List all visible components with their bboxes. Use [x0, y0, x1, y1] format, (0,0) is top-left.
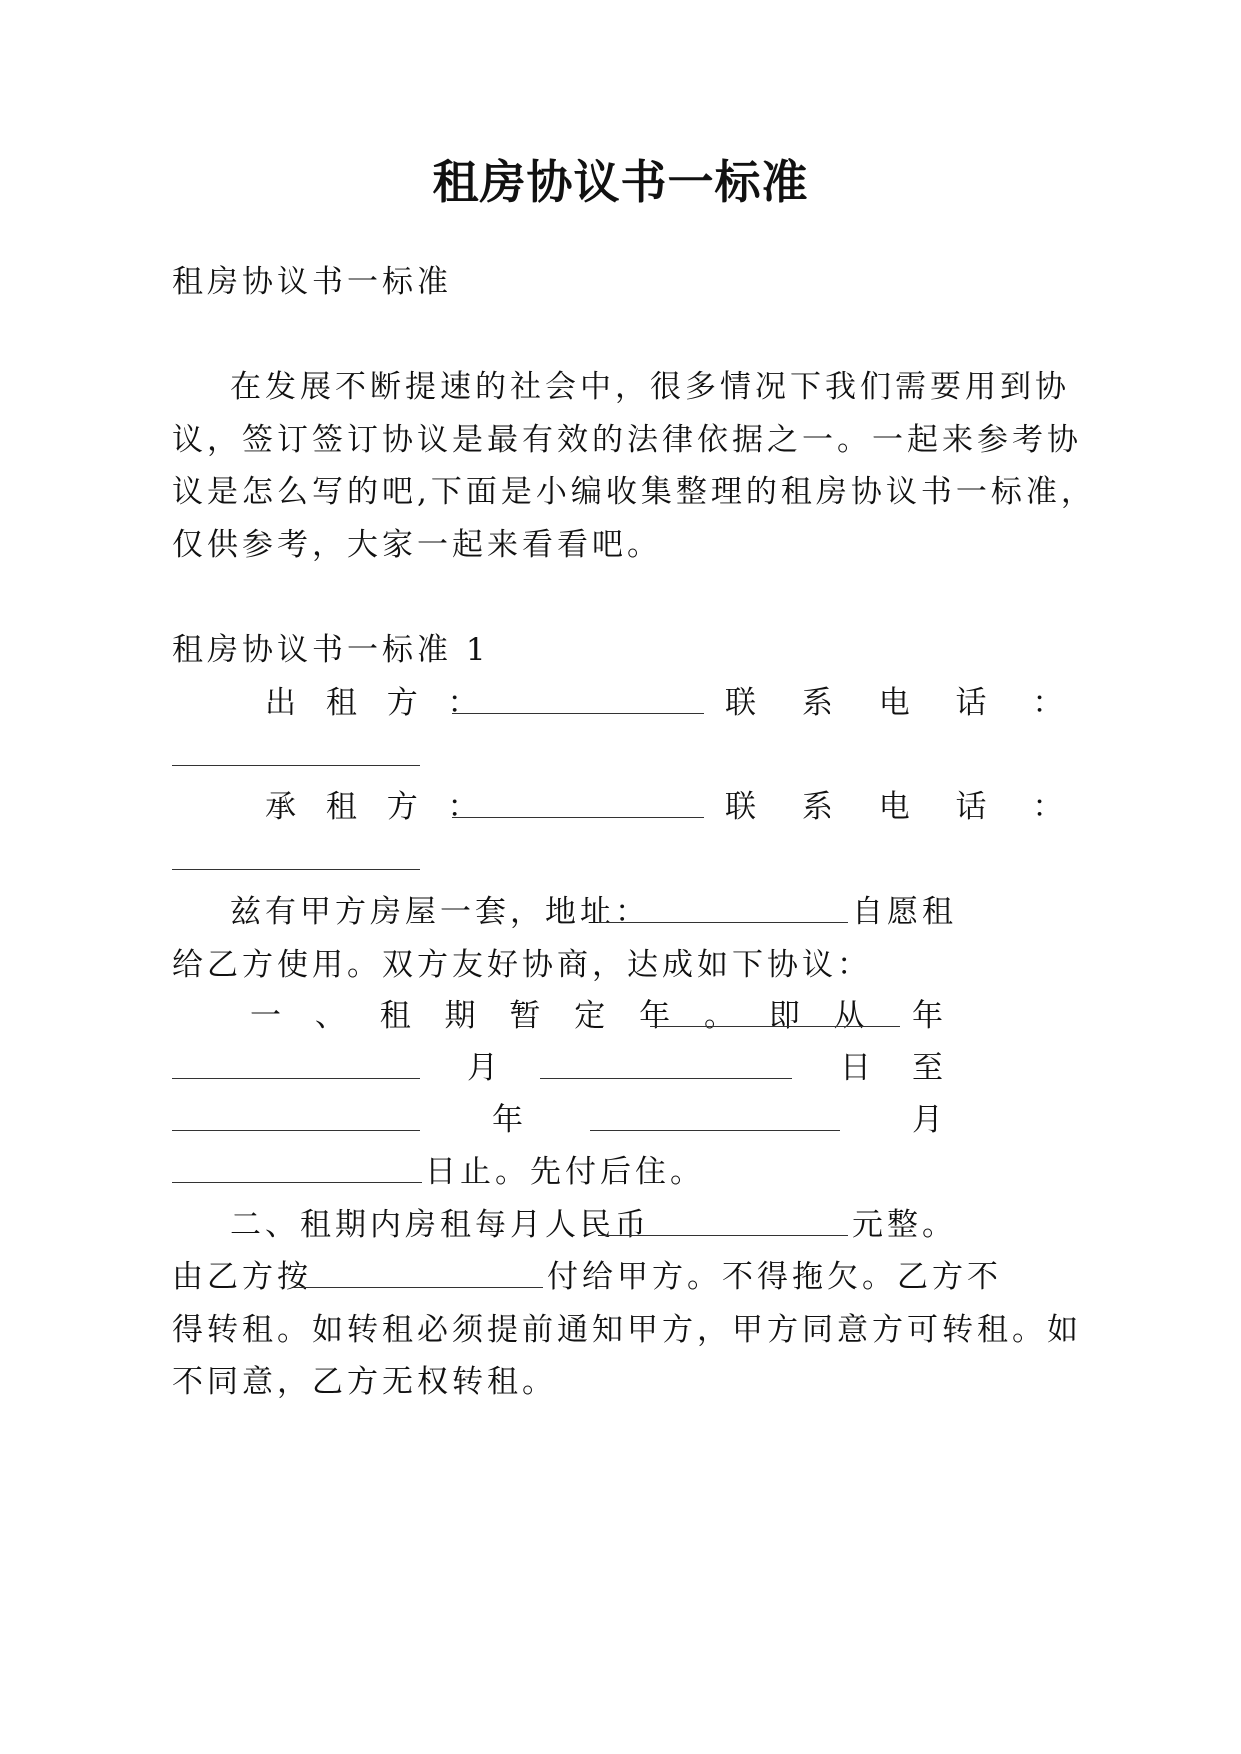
rent-line-4: 不同意，乙方无权转租。: [172, 1364, 557, 1400]
intro-line-1: 在发展不断提速的社会中，很多情况下我们需要用到协: [230, 369, 1070, 405]
house-line-2: 给乙方使用。双方友好协商，达成如下协议：: [172, 947, 872, 983]
rent-suffix: 元整。: [852, 1207, 957, 1243]
intro-line-4: 仅供参考，大家一起来看看吧。: [172, 527, 662, 563]
lessee-name-blank: [452, 817, 704, 818]
term-end-year-blank: [172, 1130, 420, 1131]
term-to: 至: [912, 1050, 943, 1086]
term-year-1: 年: [912, 998, 943, 1034]
rent-line-3: 得转租。如转租必须提前通知甲方，甲方同意方可转租。如: [172, 1312, 1082, 1348]
intro-line-3: 议是怎么写的吧,下面是小编收集整理的租房协议书一标准，: [172, 474, 1096, 510]
term-prefix: 一 、 租 期 暂 定 年 。 即 从: [250, 998, 877, 1034]
lessee-phone-blank: [172, 869, 420, 870]
document-subtitle: 租房协议书一标准: [172, 264, 452, 300]
intro-line-2: 议，签订签订协议是最有效的法律依据之一。一起来参考协: [172, 422, 1082, 458]
term-month-2: 月: [912, 1102, 943, 1138]
lessor-phone-label: 联 系 电 话 ：: [725, 685, 1082, 721]
house-address-blank: [598, 922, 848, 923]
term-start-month-blank: [172, 1078, 420, 1079]
section-heading: 租房协议书一标准 1: [172, 632, 490, 668]
rent-line-2-suffix: 付给甲方。不得拖欠。乙方不: [547, 1259, 1002, 1295]
term-month-1: 月: [467, 1050, 498, 1086]
rent-line-2-prefix: 由乙方按: [172, 1259, 312, 1295]
lessor-name-blank: [452, 713, 704, 714]
house-prefix: 兹有甲方房屋一套，地址：: [230, 894, 650, 930]
rent-prefix: 二、租期内房租每月人民币: [230, 1207, 650, 1243]
lessor-phone-blank: [172, 765, 420, 766]
term-end-suffix: 日止。先付后住。: [425, 1154, 705, 1190]
term-start-year-blank: [650, 1026, 900, 1027]
term-end-month-blank: [590, 1130, 840, 1131]
rent-payment-blank: [293, 1287, 543, 1288]
lessee-phone-label: 联 系 电 话 ：: [725, 789, 1082, 825]
term-end-day-blank: [172, 1182, 422, 1183]
term-day-1: 日: [840, 1050, 871, 1086]
house-suffix: 自愿租: [852, 894, 957, 930]
lessee-label: 承 租 方 ：: [265, 789, 489, 825]
term-year-2: 年: [492, 1102, 523, 1138]
term-start-day-blank: [540, 1078, 792, 1079]
lessor-label: 出 租 方 ：: [265, 685, 489, 721]
document-title: 租房协议书一标准: [432, 155, 809, 209]
rent-amount-blank: [598, 1235, 848, 1236]
